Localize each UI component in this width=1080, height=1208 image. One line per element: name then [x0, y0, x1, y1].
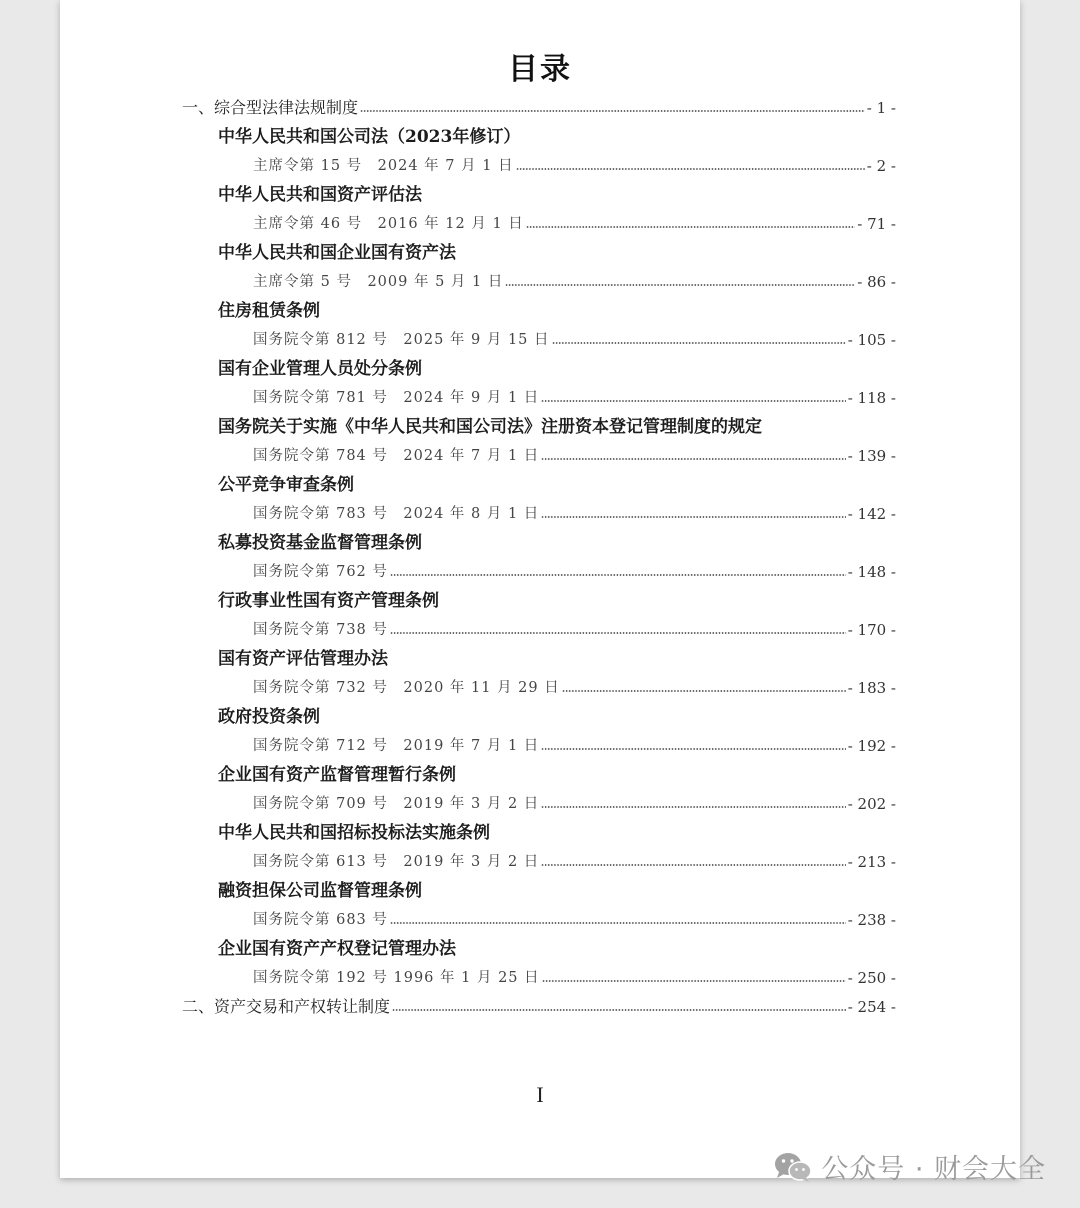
toc-page-number: - 148 - [847, 563, 896, 581]
toc-entry-title-text: 国有资产评估管理办法 [218, 649, 388, 669]
leader-dots [392, 1007, 846, 1013]
leader-dots [390, 572, 846, 578]
leader-dots [541, 514, 845, 520]
leader-dots [542, 978, 846, 984]
leader-dots [541, 456, 845, 462]
leader-dots [390, 630, 846, 636]
toc-entry-title-text: 私募投资基金监督管理条例 [218, 533, 422, 553]
toc-entry-title[interactable] [218, 176, 918, 206]
toc-page-number: - 118 - [847, 389, 896, 407]
toc-entry-meta[interactable] [253, 901, 896, 931]
toc-entry-meta-text: 主席令第 46 号 2016 年 12 月 1 日 [253, 216, 524, 232]
toc-entry-title[interactable] [218, 582, 918, 612]
toc-entry-meta[interactable] [253, 611, 896, 641]
toc-page-number: - 1 - [866, 99, 896, 117]
toc-entry-meta-text: 国务院令第 613 号 2019 年 3 月 2 日 [253, 854, 540, 870]
toc-entry-title[interactable] [218, 756, 918, 786]
toc-entry-meta-text: 国务院令第 683 号 [253, 912, 388, 928]
toc-entry-title[interactable] [218, 292, 918, 322]
toc-entry-meta[interactable] [253, 205, 896, 235]
toc-entry-meta-text: 国务院令第 762 号 [253, 564, 388, 580]
toc-entry-title-text: 中华人民共和国公司法（2023年修订） [218, 127, 521, 147]
toc-entry-meta-text: 主席令第 5 号 2009 年 5 月 1 日 [253, 274, 504, 290]
toc-section-label: 二、资产交易和产权转让制度 [182, 997, 391, 1016]
toc-entry-title-text: 企业国有资产产权登记管理办法 [218, 939, 456, 959]
toc-entry-title-text: 住房租赁条例 [218, 301, 320, 321]
toc-entry-meta-text: 国务院令第 192 号 1996 年 1 月 25 日 [253, 970, 540, 986]
toc-section[interactable] [182, 988, 896, 1018]
leader-dots [541, 862, 845, 868]
leader-dots [360, 108, 865, 114]
toc-page-number: - 238 - [847, 911, 896, 929]
document-page [60, 0, 1020, 1178]
toc-entry-title-text: 中华人民共和国资产评估法 [218, 185, 422, 205]
toc-page-number: - 250 - [847, 969, 896, 987]
toc-entry-title-text: 行政事业性国有资产管理条例 [218, 591, 439, 611]
toc-entry-meta[interactable] [253, 147, 896, 177]
toc-entry-title-text: 中华人民共和国招标投标法实施条例 [218, 823, 490, 843]
toc-entry-title-text: 公平竞争审查条例 [218, 475, 354, 495]
toc-entry-meta-text: 国务院令第 784 号 2024 年 7 月 1 日 [253, 448, 540, 464]
toc-entry-title[interactable] [218, 872, 918, 902]
toc-entry-title-text: 中华人民共和国企业国有资产法 [218, 243, 456, 263]
toc-entry-title[interactable] [218, 640, 918, 670]
toc-entry-meta-text: 主席令第 15 号 2024 年 7 月 1 日 [253, 158, 514, 174]
toc-entry-meta[interactable] [253, 379, 896, 409]
toc-page-number: - 170 - [847, 621, 896, 639]
leader-dots [541, 804, 845, 810]
toc-entry-title-text: 国务院关于实施《中华人民共和国公司法》注册资本登记管理制度的规定 [218, 417, 762, 437]
toc-entry-title-text: 企业国有资产监督管理暂行条例 [218, 765, 456, 785]
toc-entry-meta[interactable] [253, 959, 896, 989]
toc-entry-meta-text: 国务院令第 783 号 2024 年 8 月 1 日 [253, 506, 540, 522]
toc-entry-meta[interactable] [253, 495, 896, 525]
toc-entry-meta[interactable] [253, 437, 896, 467]
leader-dots [505, 282, 855, 288]
toc-entry-title[interactable] [218, 524, 918, 554]
toc-entry-title[interactable] [218, 350, 918, 380]
toc-page-number: - 254 - [847, 998, 896, 1016]
toc-page-number: - 142 - [847, 505, 896, 523]
toc-entry-meta[interactable] [253, 785, 896, 815]
toc-entry-meta[interactable] [253, 321, 896, 351]
leader-dots [562, 688, 846, 694]
toc-entry-title[interactable] [218, 698, 918, 728]
toc-entry-title-text: 融资担保公司监督管理条例 [218, 881, 422, 901]
toc-page-number: - 105 - [847, 331, 896, 349]
toc-entry-title[interactable] [218, 930, 918, 960]
toc-page-number: - 139 - [847, 447, 896, 465]
toc-entry-title[interactable] [218, 814, 918, 844]
toc-entry-meta[interactable] [253, 553, 896, 583]
leader-dots [526, 224, 855, 230]
toc-page-number: - 86 - [857, 273, 896, 291]
toc-page-number: - 183 - [847, 679, 896, 697]
toc-page-number: - 213 - [847, 853, 896, 871]
toc-entry-meta[interactable] [253, 843, 896, 873]
toc-entry-meta-text: 国务院令第 812 号 2025 年 9 月 15 日 [253, 332, 550, 348]
leader-dots [541, 746, 845, 752]
wechat-icon [773, 1150, 813, 1184]
watermark-text: 公众号 · 财会大全 [821, 1154, 1046, 1185]
leader-dots [390, 920, 846, 926]
toc-entry-meta-text: 国务院令第 738 号 [253, 622, 388, 638]
toc-entry-meta[interactable] [253, 263, 896, 293]
toc-entry-title-text: 政府投资条例 [218, 707, 320, 727]
toc-entry-title[interactable] [218, 234, 918, 264]
toc-section[interactable] [182, 89, 896, 119]
toc-page-number: - 71 - [857, 215, 896, 233]
toc-entry-meta[interactable] [253, 727, 896, 757]
toc-entry-meta-text: 国务院令第 732 号 2020 年 11 月 29 日 [253, 680, 560, 696]
toc-page-number: - 2 - [866, 157, 896, 175]
toc-page-number: - 192 - [847, 737, 896, 755]
toc-entry-title[interactable] [218, 118, 918, 148]
leader-dots [552, 340, 846, 346]
page-number: I [536, 1082, 544, 1107]
toc-page-number: - 202 - [847, 795, 896, 813]
leader-dots [541, 398, 845, 404]
toc-entry-title[interactable] [218, 408, 918, 438]
toc-entry-title-text: 国有企业管理人员处分条例 [218, 359, 422, 379]
leader-dots [516, 166, 865, 172]
watermark [773, 1147, 1046, 1186]
toc-entry-title[interactable] [218, 466, 918, 496]
toc-section-label: 一、综合型法律法规制度 [182, 98, 359, 117]
toc-entry-meta-text: 国务院令第 709 号 2019 年 3 月 2 日 [253, 796, 540, 812]
toc-entry-meta-text: 国务院令第 712 号 2019 年 7 月 1 日 [253, 738, 540, 754]
page-title: 目录 [508, 52, 572, 87]
toc-entry-meta[interactable] [253, 669, 896, 699]
toc-entry-meta-text: 国务院令第 781 号 2024 年 9 月 1 日 [253, 390, 540, 406]
